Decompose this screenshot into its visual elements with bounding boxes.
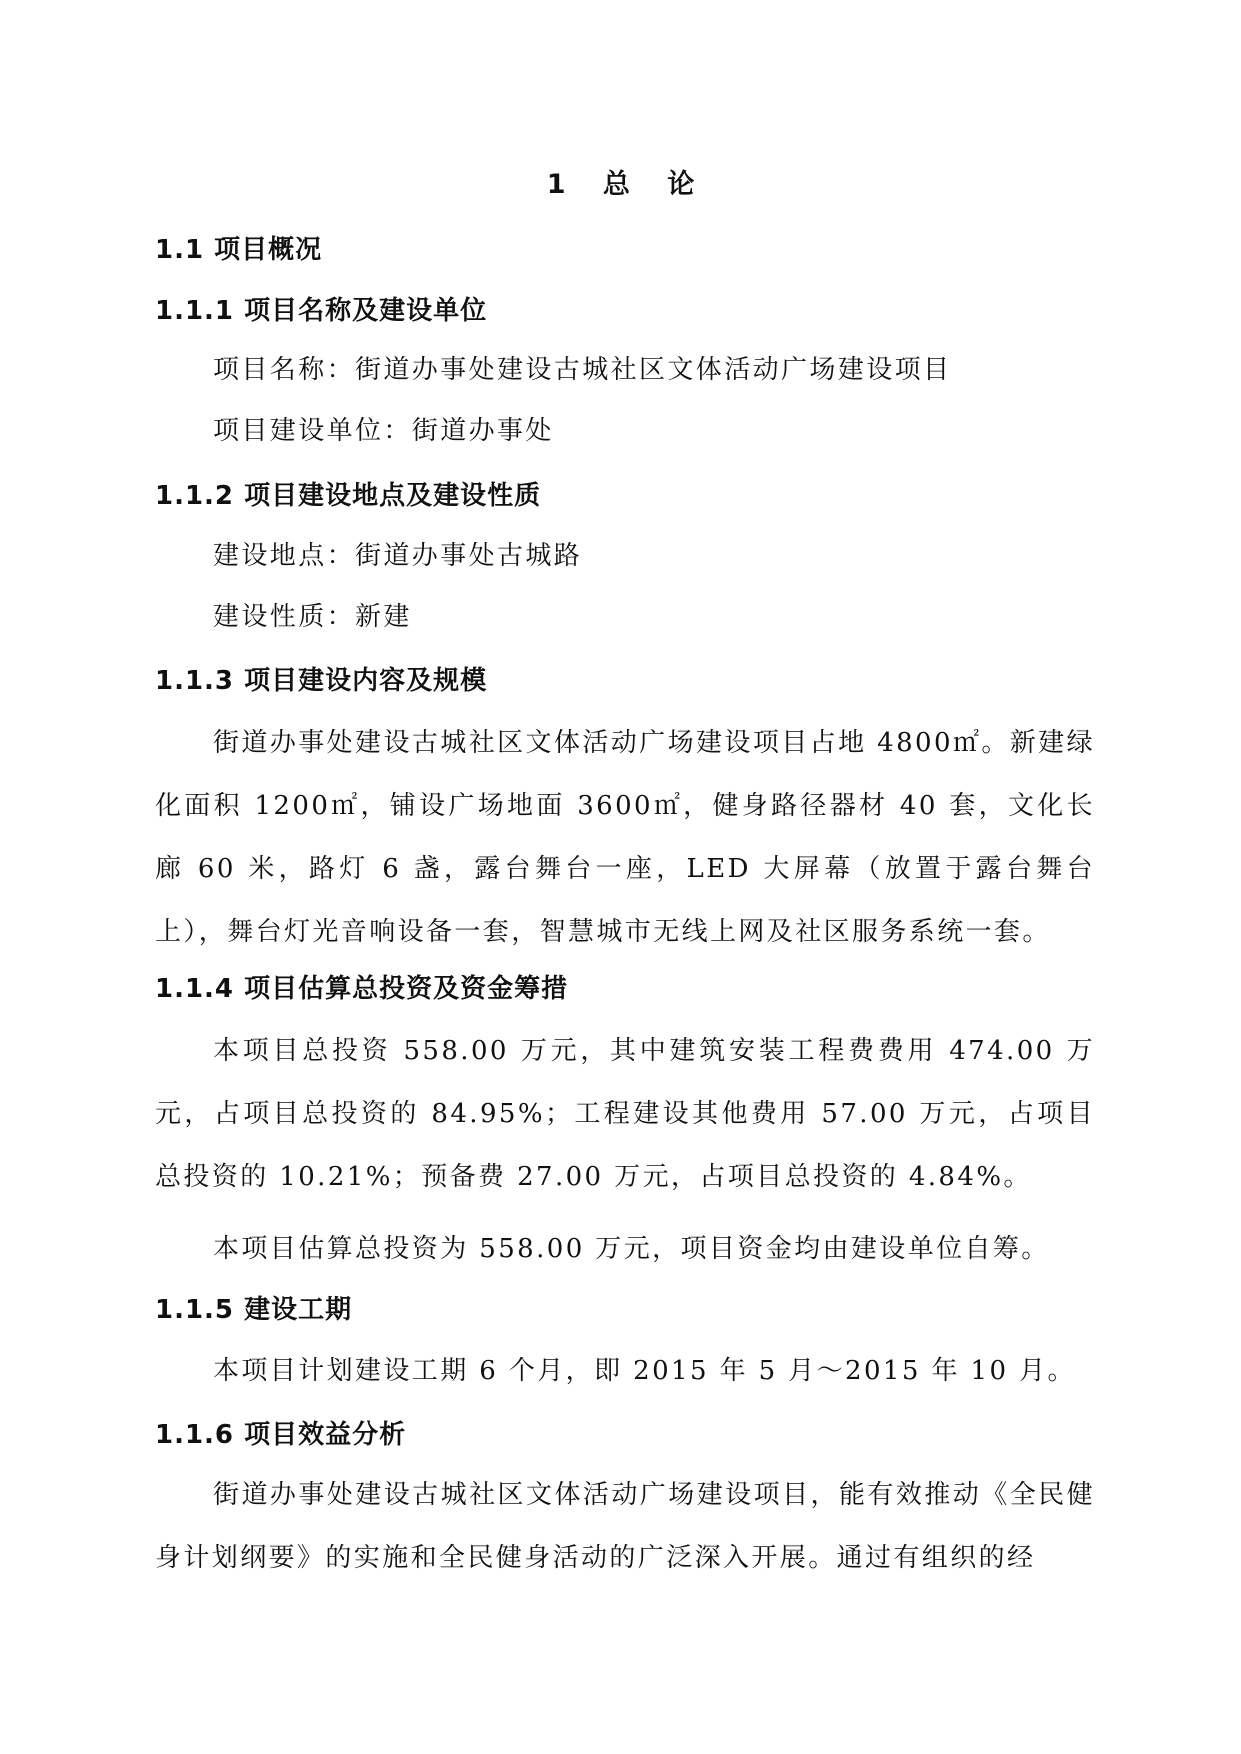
chapter-title: 1 总 论	[546, 169, 709, 200]
project-location-line: 建设地点：街道办事处古城路	[213, 541, 583, 571]
scope-paragraph: 街道办事处建设古城社区文体活动广场建设项目占地 4800㎡。新建绿化面积 1200㎡，铺设广场地面 3600㎡，健身路径器材 40 套，文化长廊 60 米，路灯 6 盏，露台舞台一座，LED 大屏幕（放置于露台舞台上），舞台灯光音响设备一套，智慧城市无线上网及社区服务系统一套。	[155, 728, 1095, 947]
section-heading-1-1-6: 1.1.6 项目效益分析	[155, 1420, 407, 1450]
section-heading-1-1-3: 1.1.3 项目建设内容及规模	[155, 666, 488, 696]
project-nature-line: 建设性质：新建	[213, 602, 412, 632]
project-unit-line: 项目建设单位：街道办事处	[213, 416, 554, 446]
section-heading-1-1-4: 1.1.4 项目估算总投资及资金筹措	[155, 974, 569, 1004]
section-heading-1-1-5: 1.1.5 建设工期	[155, 1295, 353, 1325]
funding-line: 本项目估算总投资为 558.00 万元，项目资金均由建设单位自筹。	[213, 1234, 1050, 1264]
construction-period-line: 本项目计划建设工期 6 个月，即 2015 年 5 月～2015 年 10 月。	[213, 1356, 1076, 1386]
benefit-paragraph: 街道办事处建设古城社区文体活动广场建设项目，能有效推动《全民健身计划纲要》的实施和全民健身活动的广泛深入开展。通过有组织的经	[155, 1480, 1095, 1573]
section-heading-1-1: 1.1 项目概况	[155, 235, 323, 265]
project-name-line: 项目名称：街道办事处建设古城社区文体活动广场建设项目	[213, 355, 952, 385]
investment-paragraph: 本项目总投资 558.00 万元，其中建筑安装工程费费用 474.00 万元，占项目总投资的 84.95%；工程建设其他费用 57.00 万元，占项目总投资的 10.21%；预备费 27.00 万元，占项目总投资的 4.84%。	[155, 1036, 1095, 1192]
section-heading-1-1-2: 1.1.2 项目建设地点及建设性质	[155, 481, 542, 511]
section-heading-1-1-1: 1.1.1 项目名称及建设单位	[155, 296, 488, 326]
